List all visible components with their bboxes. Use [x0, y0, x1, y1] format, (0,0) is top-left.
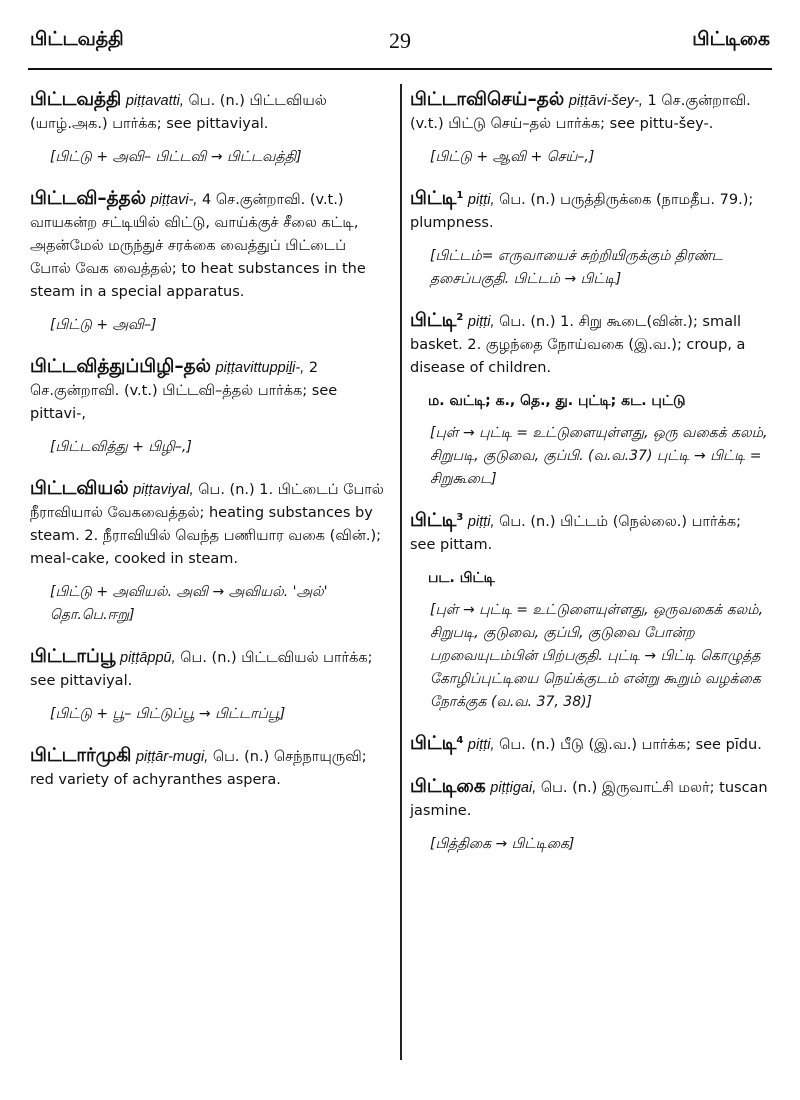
transliteration: piṭṭi,	[467, 314, 495, 330]
page-header	[30, 28, 770, 62]
entry	[30, 477, 386, 627]
headword: பிட்டி	[410, 188, 457, 209]
transliteration: piṭṭaviyal,	[133, 482, 194, 498]
definition: பெ. (n.) பிட்டம் (நெல்லை.) பார்க்க; see pittam.	[410, 514, 741, 553]
etymology: [பிட்டு + அவி– பிட்டவி → பிட்டவத்தி]	[50, 149, 302, 165]
headword: பிட்டிகை	[410, 776, 486, 797]
definition: பெ. (n.) பருத்திருக்கை (நாமதீப. 79.); plumpness.	[410, 192, 754, 231]
header-rule	[28, 68, 772, 70]
transliteration: piṭṭāppū,	[120, 650, 176, 666]
header-left-word: பிட்டவத்தி	[30, 28, 124, 50]
definition: பெ. (n.) செந்நாயுருவி; red variety of achyranthes aspera.	[30, 749, 367, 788]
transliteration: piṭṭāvi-šey-,	[568, 93, 643, 109]
definition: பெ. (n.) இருவாட்சி மலர்; tuscan jasmine.	[410, 780, 768, 819]
transliteration: piṭṭavittuppiḻi-,	[215, 360, 305, 376]
headword: பிட்டவித்துப்பிழி–தல்	[30, 356, 211, 377]
entry	[410, 509, 770, 714]
definition: 4 செ.குன்றாவி. (v.t.) வாயகன்ற சட்டியில் விட்டு, வாய்க்குச் சீலை கட்டி, அதன்மேல் மருந்துச் சரக்கை வைத்துப் பிட்டைப் போல் வேக வைத்தல்; to heat substances in the steam in a special apparatus.	[30, 192, 366, 300]
etymology: [பிட்டு + பூ– பிட்டுப்பூ → பிட்டாப்பூ]	[50, 706, 286, 722]
homonym-number: 3	[456, 512, 464, 524]
transliteration: piṭṭi,	[467, 737, 495, 753]
homonym-number: 1	[456, 190, 464, 202]
definition: பெ. (n.) பீடு (இ.வ.) பார்க்க; see pīdu.	[494, 737, 762, 753]
definition: 2 செ.குன்றாவி. (v.t.) பிட்டவி–த்தல் பார்க்க; see pittavi-,	[30, 360, 338, 422]
column-divider	[400, 84, 402, 1060]
headword: பிட்டாவிசெய்–தல்	[410, 89, 565, 110]
etymology: [பிட்டு + அவியல். அவி → அவியல். 'அல்' தொ.பெ.ஈறு]	[50, 584, 328, 623]
definition: 1 செ.குன்றாவி. (v.t.) பிட்டு செய்–தல் பார்க்க; see pittu-šey-.	[410, 93, 751, 132]
cognates: ம. வட்டி; க., தெ., து. புட்டி; கட. புட்டு	[428, 393, 686, 409]
transliteration: piṭṭigai,	[490, 780, 537, 796]
etymology: [பிட்டு + ஆவி + செய்–,]	[430, 149, 595, 165]
entry	[30, 645, 386, 726]
homonym-number: 2	[456, 312, 464, 324]
transliteration: piṭṭār-mugi,	[135, 749, 209, 765]
entry	[30, 355, 386, 459]
entry	[410, 88, 770, 169]
etymology: [பித்திகை → பிட்டிகை]	[430, 836, 575, 852]
right-column	[410, 88, 770, 874]
entry	[410, 187, 770, 291]
definition: பெ. (n.) 1. சிறு கூடை(வின்.); small basket. 2. குழந்தை நோய்வகை (இ.வ.); croup, a disease of children.	[410, 314, 746, 376]
headword: பிட்டி	[410, 733, 457, 754]
entry	[30, 88, 386, 169]
headword: பிட்டவத்தி	[30, 89, 122, 110]
left-column	[30, 88, 386, 810]
page-number: 29	[389, 28, 411, 53]
headword: பிட்டார்முகி	[30, 745, 132, 766]
etymology: [பிட்டவித்து + பிழி–,]	[50, 439, 192, 455]
etymology: [பிட்டு + அவி–]	[50, 317, 157, 333]
cognates: பட. பிட்டி	[428, 570, 495, 586]
entry	[30, 187, 386, 337]
definition: பெ. (n.) 1. பிட்டைப் போல் நீராவியால் வேகவைத்தல்; heating substances by steam. 2. நீராவியில் வெந்த பணியார வகை (வின்.); meal-cake, cooked in steam.	[30, 482, 384, 567]
etymology: [பிட்டம்= எருவாயைச் சுற்றியிருக்கும் திரண்ட தசைப்பகுதி. பிட்டம் → பிட்டி]	[430, 248, 723, 287]
definition: பெ. (n.) பிட்டவியல் (யாழ்.அக.) பார்க்க; see pittaviyal.	[30, 93, 327, 132]
headword: பிட்டவி–த்தல்	[30, 188, 147, 209]
entry	[410, 732, 770, 757]
definition: பெ. (n.) பிட்டவியல் பார்க்க; see pittaviyal.	[30, 650, 373, 689]
etymology: [புள் → புட்டி = உட்டுளையுள்ளது, ஒரு வகைக் கலம், சிறுபடி, குடுவை, குப்பி. (வ.வ.37) புட்டி → பிட்டி = சிறுகூடை]	[430, 425, 768, 487]
transliteration: piṭṭavi-,	[150, 192, 198, 208]
headword: பிட்டி	[410, 310, 457, 331]
entry	[30, 744, 386, 792]
header-right-word: பிட்டிகை	[692, 28, 770, 50]
homonym-number: 4	[456, 735, 464, 747]
headword: பிட்டவியல்	[30, 478, 129, 499]
transliteration: piṭṭi,	[467, 514, 495, 530]
etymology: [புள் → புட்டி = உட்டுளையுள்ளது, ஒருவகைக் கலம், சிறுபடி, குடுவை, குப்பி, குடுவை போன்ற பறவையுடம்பின் பிற்பகுதி. புட்டி → பிட்டி கொழுத்த கோழிப்புட்டியை நெய்க்குடம் என்று கூறும் வழக்கை நோக்குக (வ.வ. 37, 38)]	[430, 602, 764, 710]
headword: பிட்டி	[410, 510, 457, 531]
transliteration: piṭṭavatti,	[125, 93, 184, 109]
entry	[410, 309, 770, 491]
entry	[410, 775, 770, 856]
headword: பிட்டாப்பூ	[30, 646, 116, 667]
transliteration: piṭṭi,	[467, 192, 495, 208]
